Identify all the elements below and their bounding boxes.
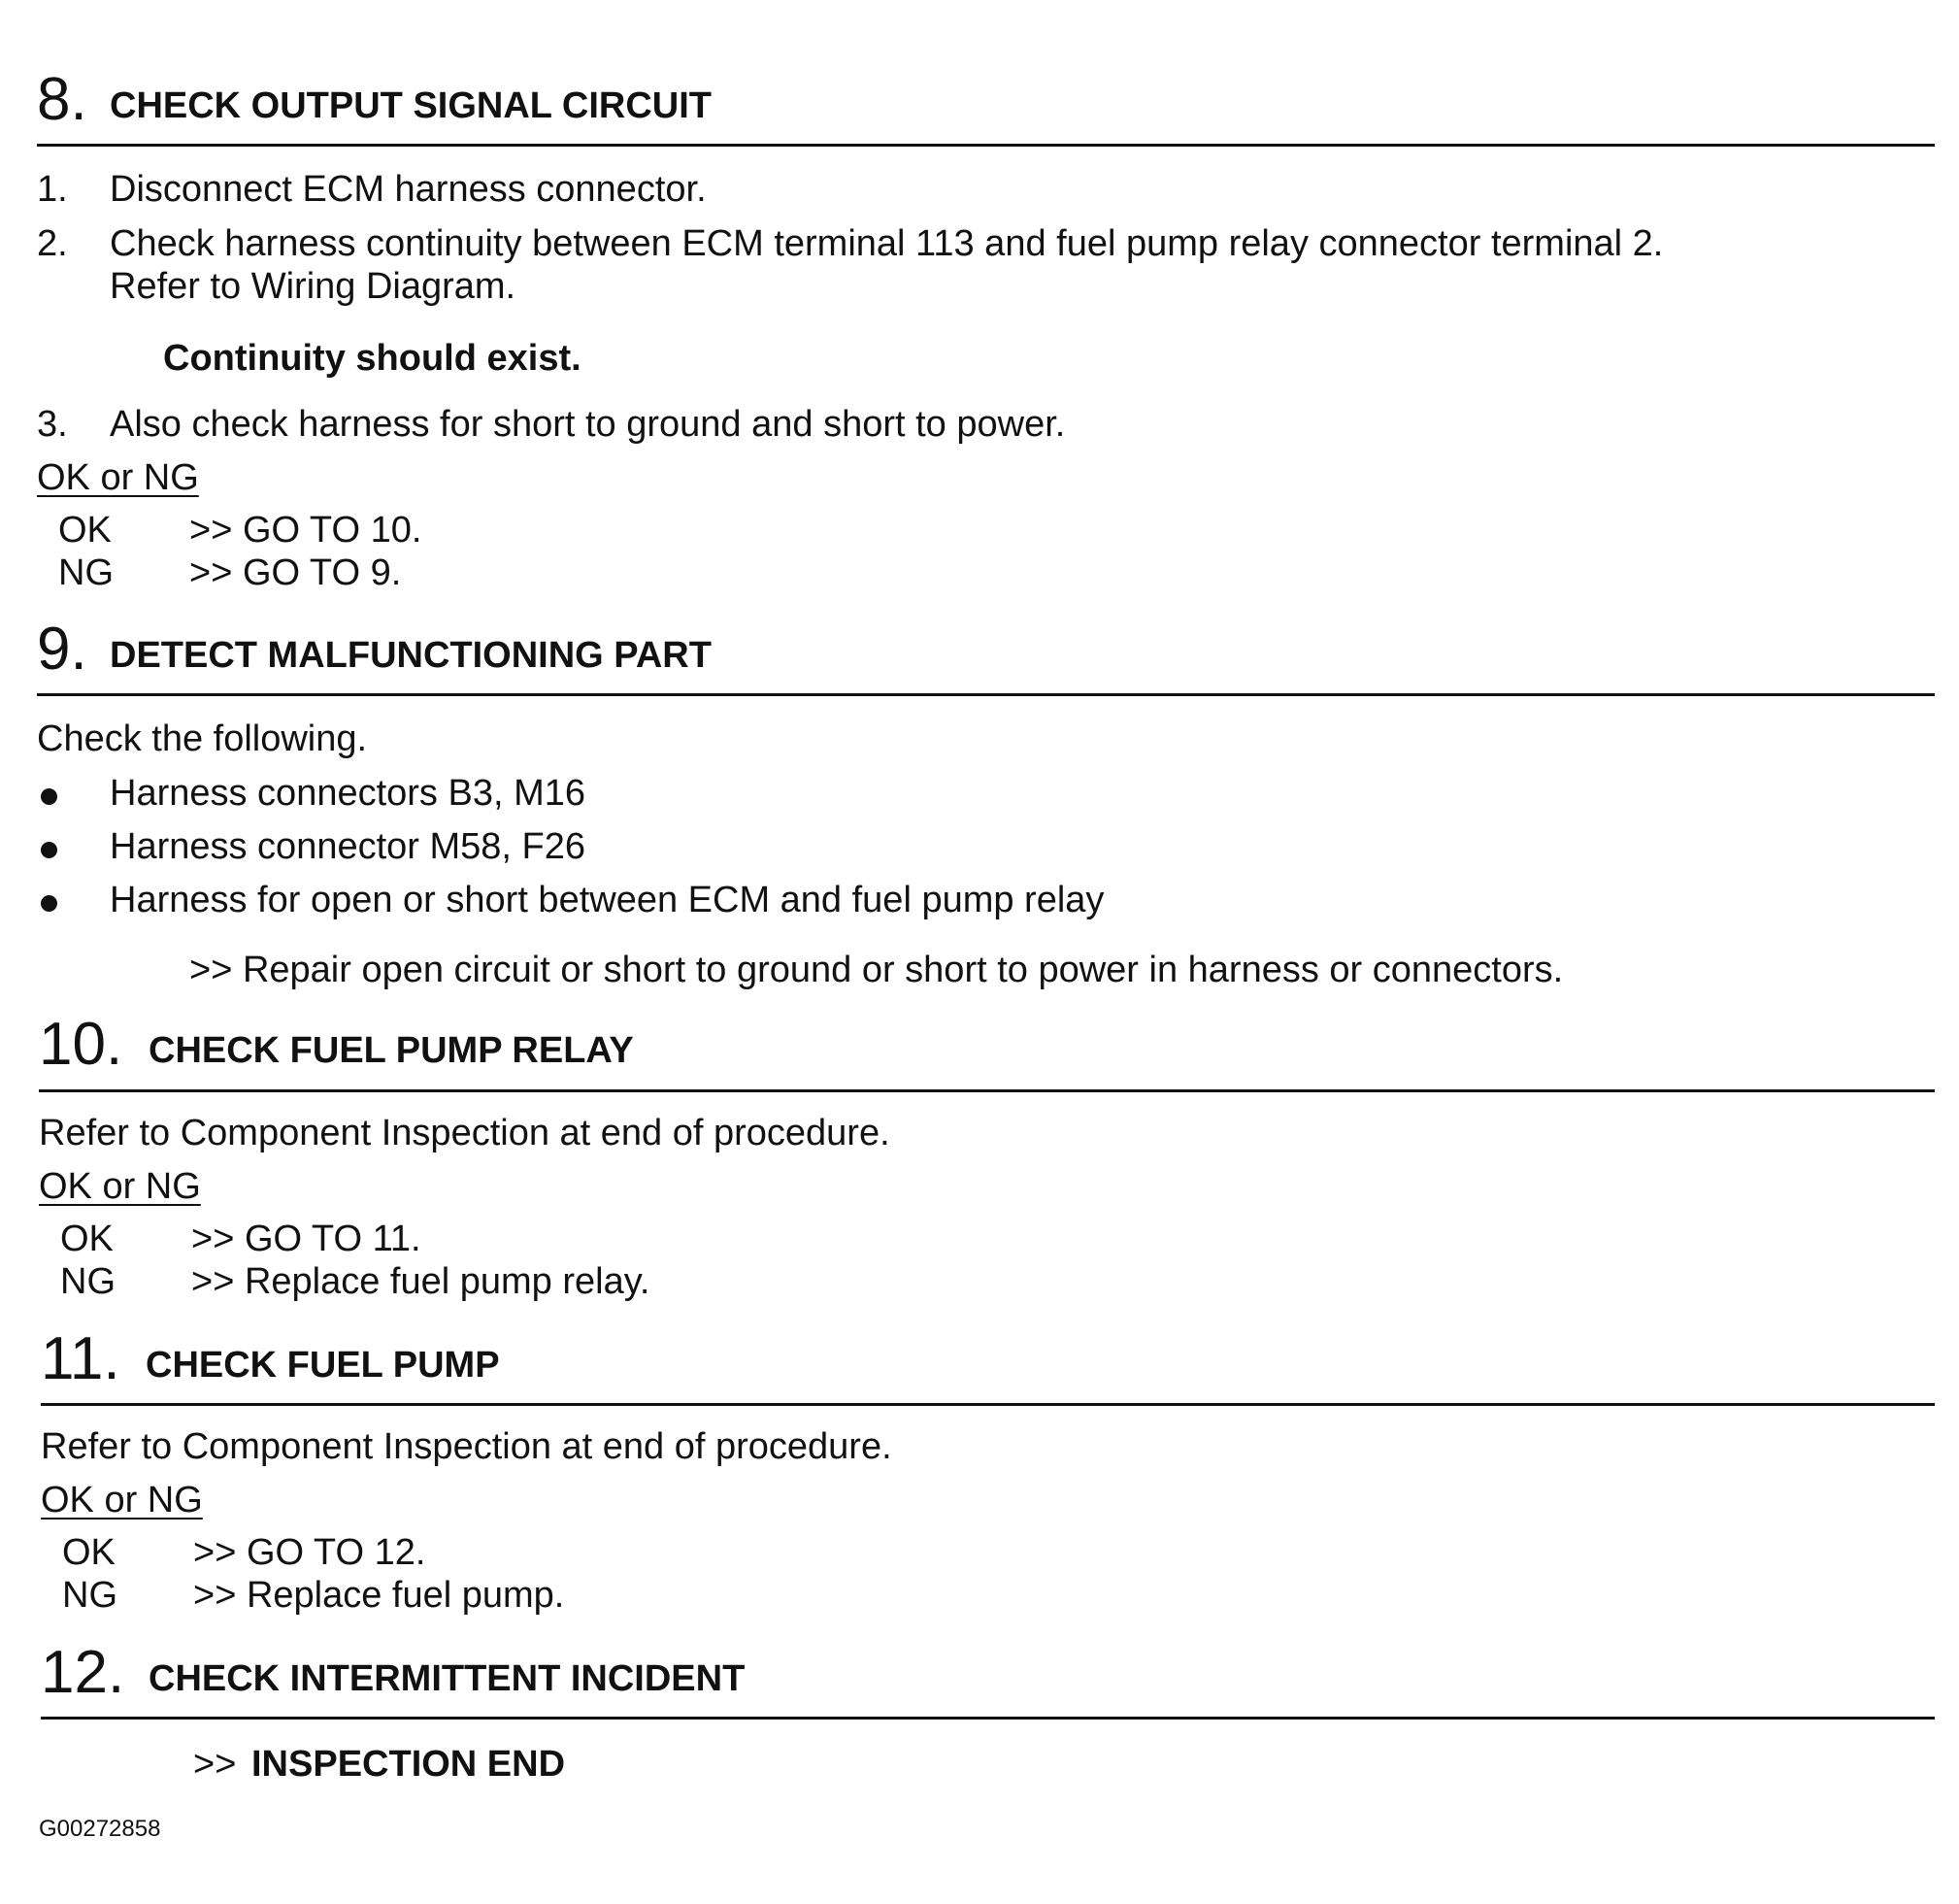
section-9-bullet-1: Harness connectors B3, M16	[110, 773, 586, 814]
section-8-ng-action: >> GO TO 9.	[189, 552, 402, 593]
step-8-1-number: 1.	[37, 169, 68, 210]
bullet-icon	[41, 842, 57, 858]
section-11-ok-ng-label: OK or NG	[41, 1480, 203, 1520]
bullet-icon	[41, 895, 57, 912]
step-8-2-text-line2: Refer to Wiring Diagram.	[110, 266, 516, 307]
section-8-rule	[37, 144, 1935, 147]
section-9-number: 9.	[37, 616, 87, 683]
section-10-title: CHECK FUEL PUMP RELAY	[149, 1030, 634, 1071]
section-10-intro: Refer to Component Inspection at end of procedure.	[39, 1113, 890, 1153]
section-10-ok-action: >> GO TO 11.	[191, 1219, 421, 1259]
section-11-ok-action: >> GO TO 12.	[193, 1532, 426, 1573]
section-10-rule	[39, 1089, 1935, 1092]
section-8-ok-code: OK	[58, 510, 112, 551]
section-12-action: INSPECTION END	[251, 1744, 566, 1785]
section-9-title: DETECT MALFUNCTIONING PART	[110, 635, 712, 676]
step-8-3-number: 3.	[37, 404, 68, 445]
section-11-ng-code: NG	[62, 1575, 117, 1616]
section-8-ng-code: NG	[58, 552, 114, 593]
section-10-ng-action: >> Replace fuel pump relay.	[191, 1261, 650, 1302]
section-9-bullet-2: Harness connector M58, F26	[110, 826, 586, 867]
section-11-title: CHECK FUEL PUMP	[146, 1345, 500, 1386]
figure-id: G00272858	[39, 1816, 161, 1842]
section-11-ng-action: >> Replace fuel pump.	[193, 1575, 565, 1616]
section-8-title: CHECK OUTPUT SIGNAL CIRCUIT	[110, 85, 712, 126]
section-11-rule	[41, 1403, 1935, 1406]
section-10-ok-code: OK	[60, 1219, 114, 1259]
step-8-2-text: Check harness continuity between ECM terminal 113 and fuel pump relay connector terminal 2.	[110, 223, 1664, 264]
section-11-number: 11.	[41, 1325, 120, 1392]
section-10-number: 10.	[39, 1011, 123, 1078]
section-9-intro: Check the following.	[37, 718, 368, 759]
section-12-number: 12.	[41, 1639, 125, 1706]
section-11-intro: Refer to Component Inspection at end of procedure.	[41, 1426, 892, 1467]
section-10-ok-ng-label: OK or NG	[39, 1166, 201, 1207]
section-12-rule	[41, 1717, 1935, 1720]
bullet-icon	[41, 788, 57, 805]
step-8-1-text: Disconnect ECM harness connector.	[110, 169, 707, 210]
section-9-action: >> Repair open circuit or short to ground or short to power in harness or connectors.	[189, 950, 1564, 990]
section-9-rule	[37, 693, 1935, 696]
step-8-3-text: Also check harness for short to ground and short to power.	[110, 404, 1066, 445]
continuity-note: Continuity should exist.	[163, 338, 581, 379]
section-10-ng-code: NG	[60, 1261, 116, 1302]
section-11-ok-code: OK	[62, 1532, 116, 1573]
section-8-ok-action: >> GO TO 10.	[189, 510, 422, 551]
section-9-bullet-3: Harness for open or short between ECM and fuel pump relay	[110, 880, 1105, 920]
section-12-action-prefix: >>	[193, 1744, 237, 1785]
section-8-number: 8.	[37, 66, 87, 133]
section-8-ok-ng-label: OK or NG	[37, 457, 199, 498]
section-12-title: CHECK INTERMITTENT INCIDENT	[149, 1658, 746, 1699]
step-8-2-number: 2.	[37, 223, 68, 264]
